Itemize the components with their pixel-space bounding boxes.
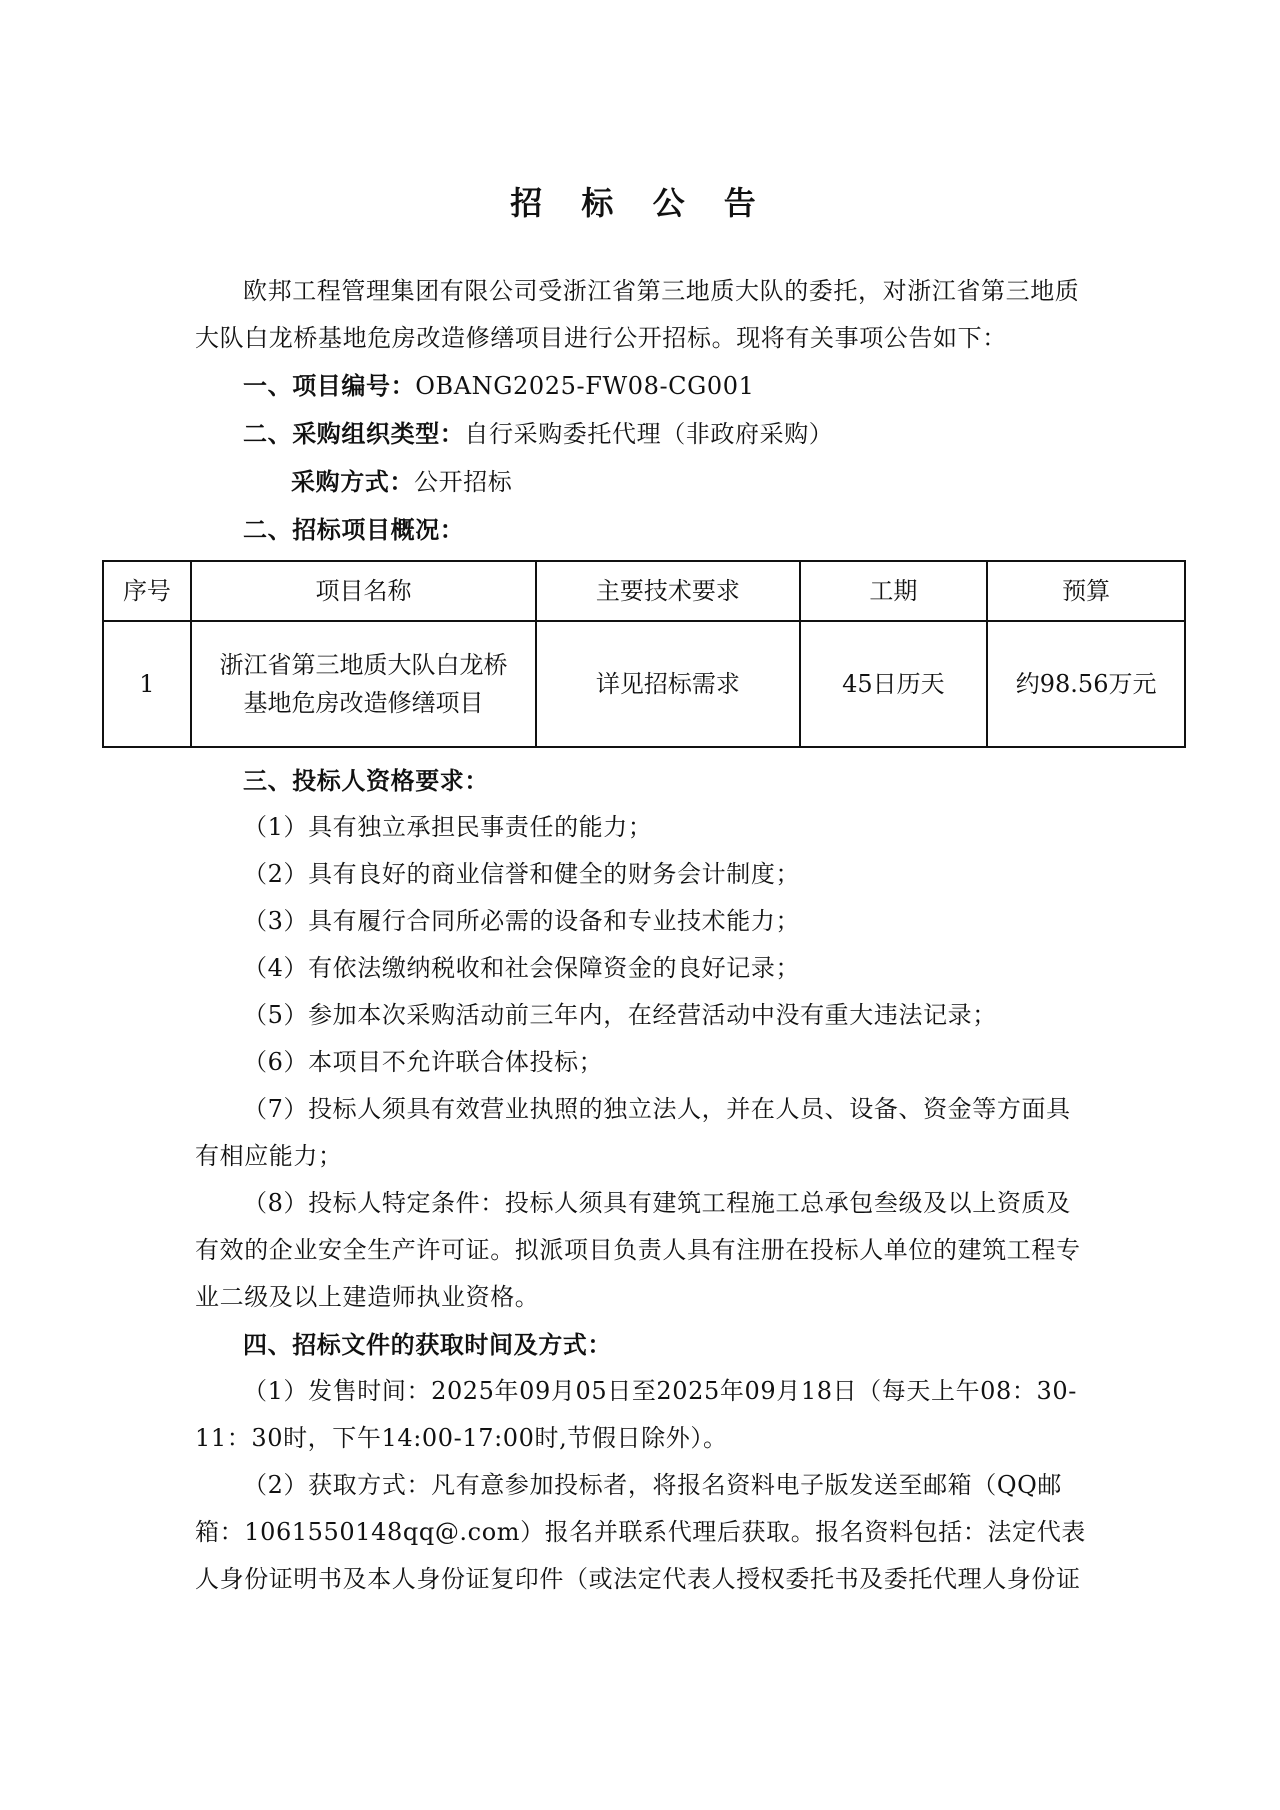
document-title: 招 标 公 告 (510, 184, 770, 222)
qualification-item: （8）投标人特定条件：投标人须具有建筑工程施工总承包叁级及以上资质及有效的企业安全生产许可证。拟派项目负责人具有注册在投标人单位的建筑工程专业二级及以上建造师执业资格。 (195, 1189, 1081, 1311)
overview-heading: 二、招标项目概况： (243, 515, 465, 544)
header-cell: 预算 (987, 561, 1185, 621)
method-value: 公开招标 (414, 468, 513, 496)
qualification-item: （3）具有履行合同所必需的设备和专业技术能力； (243, 907, 801, 935)
org-type-line (195, 410, 1095, 458)
qualification-item: （7）投标人须具有效营业执照的独立法人，并在人员、设备、资金等方面具有相应能力； (195, 1095, 1071, 1170)
qualification-item: （2）具有良好的商业信誉和健全的财务会计制度； (243, 860, 801, 888)
qualification-item: （1）具有独立承担民事责任的能力； (243, 813, 653, 841)
qualification-block (195, 757, 1095, 1603)
org-type-value: 自行采购委托代理（非政府采购） (464, 420, 834, 448)
qualification-item: （4）有依法缴纳税收和社会保障资金的良好记录； (243, 954, 801, 982)
qualification-item: （5）参加本次采购活动前三年内，在经营活动中没有重大违法记录； (243, 1001, 997, 1029)
project-number-line (195, 362, 1095, 410)
project-name-line-1: 浙江省第三地质大队白龙桥 (219, 651, 508, 679)
project-table (102, 560, 1186, 748)
header-block (195, 268, 1095, 553)
project-name-line-2: 基地危房改造修缮项目 (243, 689, 484, 717)
method-line (195, 458, 1095, 506)
project-number-value: OBANG2025-FW08-CG001 (415, 372, 755, 400)
org-type-label: 二、采购组织类型： (243, 419, 465, 448)
method-label: 采购方式： (291, 467, 414, 496)
header-cell: 主要技术要求 (536, 561, 799, 621)
table-row (103, 621, 1185, 747)
header-cell: 工期 (800, 561, 988, 621)
header-cell: 项目名称 (191, 561, 536, 621)
qualification-heading: 三、投标人资格要求： (243, 766, 489, 795)
intro-paragraph: 欧邦工程管理集团有限公司受浙江省第三地质大队的委托，对浙江省第三地质大队白龙桥基地危房改造修缮项目进行公开招标。现将有关事项公告如下： (195, 277, 1080, 352)
acquisition-item: （1）发售时间：2025年09月05日至2025年09月18日（每天上午08：30-11：30时，下午14:00-17:00时,节假日除外）。 (195, 1377, 1077, 1452)
acquisition-item: （2）获取方式：凡有意参加投标者，将报名资料电子版发送至邮箱（QQ邮箱：1061550148qq@.com）报名并联系代理后获取。报名资料包括：法定代表人身份证明书及本人身份证复印件（或法定代表人授权委托书及委托代理人身份证 (195, 1471, 1086, 1593)
cell-budget: 约98.56万元 (987, 621, 1185, 747)
cell-period: 45日历天 (800, 621, 988, 747)
cell-project-name (191, 621, 536, 747)
document-acquisition-heading: 四、招标文件的获取时间及方式： (243, 1330, 612, 1359)
header-cell: 序号 (103, 561, 191, 621)
qualification-item: （6）本项目不允许联合体投标； (243, 1048, 604, 1076)
cell-tech-requirements: 详见招标需求 (536, 621, 799, 747)
project-number-label: 一、项目编号： (243, 371, 416, 400)
cell-number: 1 (103, 621, 191, 747)
table-header-row (103, 561, 1185, 621)
